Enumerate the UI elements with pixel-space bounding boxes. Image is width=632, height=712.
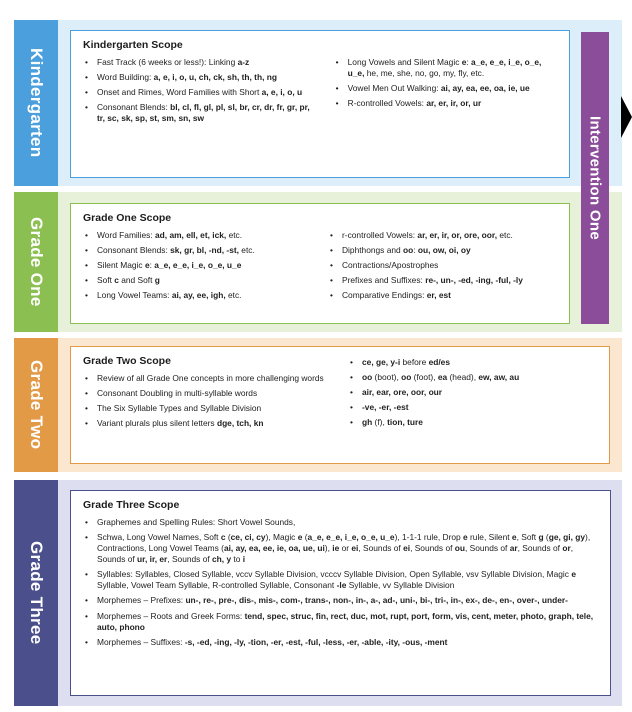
grade-two-tab-label: Grade Two xyxy=(27,360,46,450)
list-item: • Fast Track (6 weeks or less!): Linking a-z xyxy=(83,57,320,68)
grade-three-tab xyxy=(14,480,58,706)
grade-two-left-list xyxy=(83,373,334,429)
grade-one-left-list xyxy=(83,230,314,305)
grade-three-scope-title: Grade Three Scope xyxy=(83,499,180,511)
kindergarten-scope-title: Kindergarten Scope xyxy=(83,39,183,51)
kindergarten-tab-label: Kindergarten xyxy=(27,48,46,158)
list-item: • Graphemes and Spelling Rules: Short Vowel Sounds, xyxy=(83,517,600,528)
list-item: • Consonant Blends: bl, cl, fl, gl, pl, sl, br, cr, dr, fr, gr, pr, tr, sc, sk, sp, st, sm, sn, sw xyxy=(83,102,320,124)
grade-two-right-list xyxy=(348,355,599,433)
list-item: • The Six Syllable Types and Syllable Division xyxy=(83,403,334,414)
intervention-one-tab xyxy=(581,32,609,324)
list-item: • Variant plurals plus silent letters dge, tch, kn xyxy=(83,418,334,429)
list-item: • Morphemes – Prefixes: un-, re-, pre-, dis-, mis-, com-, trans-, non-, in-, a-, ad-, uni-, bi-, tri-, in-, ex-, de-, en-, over-, under- xyxy=(83,595,600,606)
list-item: • R-controlled Vowels: ar, er, ir, or, ur xyxy=(334,98,559,109)
list-item: • -ve, -er, -est xyxy=(348,402,599,413)
list-item: • Consonant Doubling in multi-syllable words xyxy=(83,388,334,399)
list-item: • Morphemes – Suffixes: -s, -ed, -ing, -ly, -tion, -er, -est, -ful, -less, -er, -able, -ity, -ous, -ment xyxy=(83,637,600,648)
grade-one-right-list xyxy=(328,230,559,305)
list-item: • Diphthongs and oo: ou, ow, oi, oy xyxy=(328,245,559,256)
list-item: • Soft c and Soft g xyxy=(83,275,314,286)
grade-two-scope-box xyxy=(70,346,610,464)
grade-three-tab-label: Grade Three xyxy=(27,541,46,645)
list-item: • Long Vowels and Silent Magic e: a_e, e_e, i_e, o_e, u_e, he, me, she, no, go, my, fly, etc. xyxy=(334,57,559,79)
list-item: • Morphemes – Roots and Greek Forms: tend, spec, struc, fin, rect, duc, mot, rupt, port, form, vis, cent, meter, photo, graph, tele, auto, phono xyxy=(83,611,600,633)
list-item: • Comparative Endings: er, est xyxy=(328,290,559,301)
list-item: • Vowel Men Out Walking: ai, ay, ea, ee, oa, ie, ue xyxy=(334,83,559,94)
grade-three-scope-box xyxy=(70,490,611,696)
grade-one-scope-title: Grade One Scope xyxy=(83,212,172,224)
list-item: • air, ear, ore, oor, our xyxy=(348,387,599,398)
list-item: • ce, ge, y-i before ed/es xyxy=(348,357,599,368)
list-item: • Silent Magic e: a_e, e_e, i_e, o_e, u_e xyxy=(83,260,314,271)
list-item: • Onset and Rimes, Word Families with Short a, e, i, o, u xyxy=(83,87,320,98)
arrow-icon xyxy=(621,96,632,138)
list-item: • Syllables: Syllables, Closed Syllable, vccv Syllable Division, vcccv Syllable Division, Open Syllable, vsv Syllable Division, Magic e Syllable, Vowel Team Syllable, R-controlled Syllable, Consonant -le Syllable, vv Syllable Division xyxy=(83,569,600,591)
kindergarten-right-list xyxy=(334,57,559,128)
grade-one-scope-box xyxy=(70,203,570,324)
list-item: • Long Vowel Teams: ai, ay, ee, igh, etc. xyxy=(83,290,314,301)
list-item: • gh (f), tion, ture xyxy=(348,417,599,428)
grade-one-tab xyxy=(14,192,58,332)
list-item: • Word Families: ad, am, ell, et, ick, etc. xyxy=(83,230,314,241)
grade-three-list xyxy=(83,517,600,648)
list-item: • Schwa, Long Vowel Names, Soft c (ce, ci, cy), Magic e (a_e, e_e, i_e, o_e, u_e), 1-1-1 rule, Drop e rule, Silent e, Soft g (ge, gi, gy), Contractions, Long Vowel Teams (ai, ay, ea, ee, ie, oa, ue, ui), ie or ei, Sounds of ei, Sounds of ou, Sounds of ar, Sounds of or, Sounds of ur, ir, er, Sounds of ch, y to i xyxy=(83,532,600,565)
list-item: • Consonant Blends: sk, gr, bl, -nd, -st, etc. xyxy=(83,245,314,256)
kindergarten-scope-box xyxy=(70,30,570,178)
list-item: • Prefixes and Suffixes: re-, un-, -ed, -ing, -ful, -ly xyxy=(328,275,559,286)
kindergarten-tab xyxy=(14,20,58,186)
list-item: • Contractions/Apostrophes xyxy=(328,260,559,271)
list-item: • Word Building: a, e, i, o, u, ch, ck, sh, th, th, ng xyxy=(83,72,320,83)
list-item: • oo (boot), oo (foot), ea (head), ew, aw, au xyxy=(348,372,599,383)
intervention-one-tab-label: Intervention One xyxy=(586,116,604,240)
grade-two-tab xyxy=(14,338,58,472)
grade-one-tab-label: Grade One xyxy=(27,217,46,307)
list-item: • r-controlled Vowels: ar, er, ir, or, ore, oor, etc. xyxy=(328,230,559,241)
list-item: • Review of all Grade One concepts in more challenging words xyxy=(83,373,334,384)
grade-two-scope-title: Grade Two Scope xyxy=(83,355,171,367)
kindergarten-left-list xyxy=(83,57,320,128)
